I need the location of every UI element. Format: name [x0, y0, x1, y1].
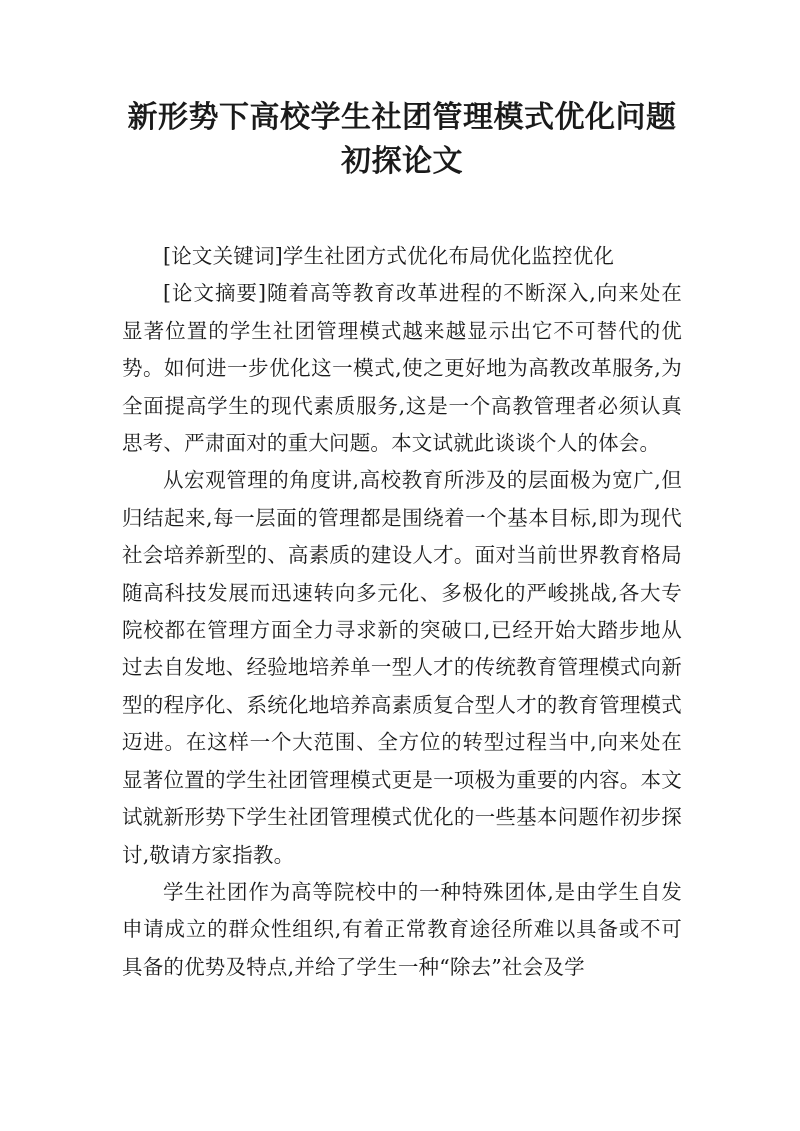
title-line-2: 初探论文: [341, 144, 463, 179]
document-title: [122, 96, 682, 184]
body-paragraph: 学生社团作为高等院校中的一种特殊团体,是由学生自发申请成立的群众性组织,有着正常教育途径所难以具备或不可具备的优势及特点,并给了学生一种“除去”社会及学: [122, 879, 682, 979]
abstract-paragraph: [论文摘要]随着高等教育改革进程的不断深入,向来处在显著位置的学生社团管理模式越来越显示出它不可替代的优势。如何进一步优化这一模式,使之更好地为高教改革服务,为全面提高学生的现代素质服务,这是一个高教管理者必须认真思考、严肃面对的重大问题。本文试就此谈谈个人的体会。: [122, 281, 682, 456]
keywords-paragraph: [论文关键词]学生社团方式优化布局优化监控优化: [163, 244, 615, 268]
body-paragraph: 从宏观管理的角度讲,高校教育所涉及的层面极为宽广,但归结起来,每一层面的管理都是围绕着一个基本目标,即为现代社会培养新型的、高素质的建设人才。面对当前世界教育格局随高科技发展而迅速转向多元化、多极化的严峻挑战,各大专院校都在管理方面全力寻求新的突破口,已经开始大踏步地从过去自发地、经验地培养单一型人才的传统教育管理模式向新型的程序化、系统化地培养高素质复合型人才的教育管理模式迈进。在这样一个大范围、全方位的转型过程当中,向来处在显著位置的学生社团管理模式更是一项极为重要的内容。本文试就新形势下学生社团管理模式优化的一些基本问题作初步探讨,敬请方家指教。: [122, 468, 682, 867]
document-body: [122, 238, 682, 986]
title-line-1: 新形势下高校学生社团管理模式优化问题: [127, 100, 677, 135]
